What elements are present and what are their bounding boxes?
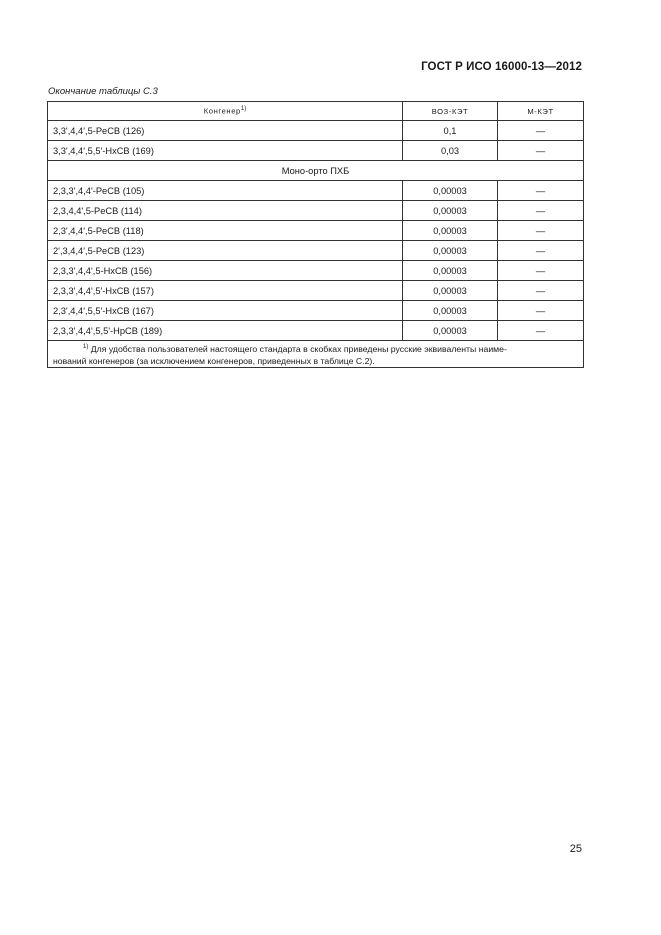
table-row — [48, 201, 584, 221]
footnote-text-1: Для удобства пользователей настоящего стандарта в скобках приведены русские эквиваленты наиме- — [90, 343, 507, 354]
who-tef-cell: 0,03 — [403, 141, 498, 161]
tef-table — [47, 101, 584, 368]
table-row — [48, 141, 584, 161]
footnote-line-1 — [53, 341, 578, 355]
congener-cell: 2,3',4,4',5,5'-HxCB (167) — [48, 301, 403, 321]
who-tef-cell: 0,00003 — [403, 281, 498, 301]
who-tef-cell: 0,00003 — [403, 241, 498, 261]
table-row — [48, 221, 584, 241]
who-tef-cell: 0,1 — [403, 121, 498, 141]
table-footnote — [48, 341, 584, 368]
table-caption: Окончание таблицы С.3 — [48, 86, 158, 97]
who-tef-cell: 0,00003 — [403, 201, 498, 221]
section-row — [48, 161, 584, 181]
congener-cell: 2,3,4,4',5-PeCB (114) — [48, 201, 403, 221]
column-header-congener-label: Конгенер — [203, 106, 241, 116]
table-row — [48, 241, 584, 261]
section-label: Моно-орто ПХБ — [48, 161, 584, 181]
table-row — [48, 281, 584, 301]
m-tef-cell: — — [498, 261, 584, 281]
column-header-m-tef: М-КЭТ — [498, 102, 584, 121]
document-id: ГОСТ Р ИСО 16000-13—2012 — [421, 61, 582, 73]
column-header-congener — [48, 102, 403, 121]
who-tef-cell: 0,00003 — [403, 301, 498, 321]
congener-cell: 3,3',4,4',5,5'-HxCB (169) — [48, 141, 403, 161]
footnote-row — [48, 341, 584, 368]
table-header-row — [48, 102, 584, 121]
congener-cell: 2,3,3',4,4'-PeCB (105) — [48, 181, 403, 201]
table-row — [48, 261, 584, 281]
column-header-who-tef: ВОЗ-КЭТ — [403, 102, 498, 121]
congener-cell: 2,3,3',4,4',5,5'-HpCB (189) — [48, 321, 403, 341]
m-tef-cell: — — [498, 201, 584, 221]
footnote-text-2: нований конгенеров (за исключением конгенеров, приведенных в таблице С.2). — [53, 355, 375, 366]
m-tef-cell: — — [498, 321, 584, 341]
table-row — [48, 181, 584, 201]
table-row — [48, 121, 584, 141]
congener-cell: 2',3,4,4',5-PeCB (123) — [48, 241, 403, 261]
m-tef-cell: — — [498, 301, 584, 321]
m-tef-cell: — — [498, 141, 584, 161]
m-tef-cell: — — [498, 221, 584, 241]
table-row — [48, 301, 584, 321]
table-row — [48, 321, 584, 341]
m-tef-cell: — — [498, 181, 584, 201]
page-number: 25 — [569, 843, 582, 855]
header-footnote-mark: 1) — [240, 106, 247, 113]
footnote-mark: 1) — [83, 344, 89, 350]
m-tef-cell: — — [498, 121, 584, 141]
who-tef-cell: 0,00003 — [403, 181, 498, 201]
congener-cell: 2,3,3',4,4',5-HxCB (156) — [48, 261, 403, 281]
who-tef-cell: 0,00003 — [403, 261, 498, 281]
m-tef-cell: — — [498, 281, 584, 301]
congener-cell: 3,3',4,4',5-PeCB (126) — [48, 121, 403, 141]
congener-cell: 2,3,3',4,4',5'-HxCB (157) — [48, 281, 403, 301]
who-tef-cell: 0,00003 — [403, 321, 498, 341]
congener-cell: 2,3',4,4',5-PeCB (118) — [48, 221, 403, 241]
who-tef-cell: 0,00003 — [403, 221, 498, 241]
m-tef-cell: — — [498, 241, 584, 261]
